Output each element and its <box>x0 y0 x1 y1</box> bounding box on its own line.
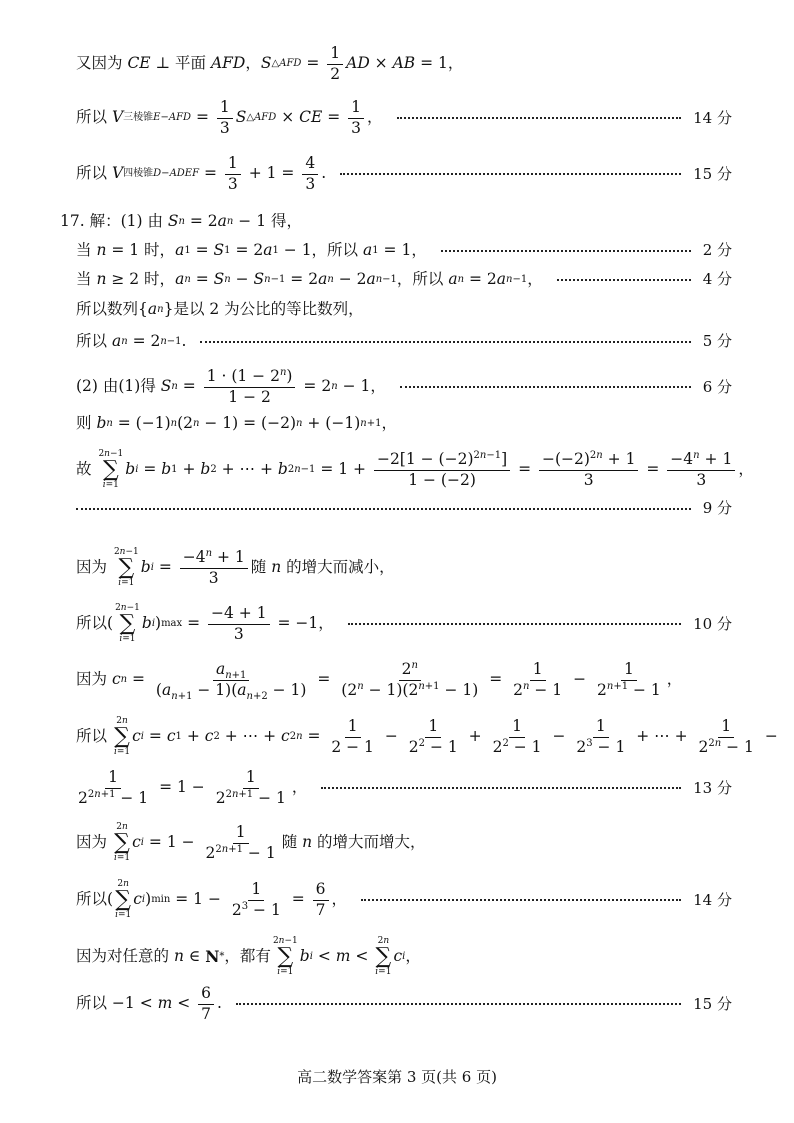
line-content: 所以数列{ a n }是以 2 为公比的等比数列， <box>76 300 364 318</box>
line-content: 所以 −1 < m < $\frac{6}{7}$ . <box>76 984 222 1023</box>
dot-leader <box>397 117 682 119</box>
line-3 <box>76 156 732 192</box>
dot-leader <box>348 623 681 625</box>
line-19 <box>76 880 732 920</box>
line-7 <box>76 302 732 318</box>
line-5 <box>76 243 732 259</box>
line-content: 因为 c n = $\frac{a_{n+1}}{(a_{n+1} - 1)(a_{n+2} - 1)}$ = $\frac{2^n}{(2^n - 1)(2^{n+1} - 1)}$ = $\frac{1}{2^n - 1}$ − $\frac{1}{2^{n+1} - 1}$ ， <box>76 659 683 702</box>
line-content: 当 n = 1 时， a 1 = S 1 = 2 a 1 − 1，所以 a 1 = 1， <box>76 241 427 259</box>
line-content: 因为 2n−1 ∑ i=1 b i = $\frac{-4^n + 1}{3}$ 随 n 的增大而减小， <box>76 547 395 588</box>
dot-leader <box>400 386 691 388</box>
dot-leader <box>321 787 681 789</box>
dot-leader <box>557 279 691 281</box>
dot-leader <box>340 173 681 175</box>
score-label: 15 分 <box>693 994 732 1013</box>
line-content: 所以 a n = 2 n−1 . <box>76 332 187 350</box>
line-8 <box>76 334 732 350</box>
score-label: 10 分 <box>693 614 732 633</box>
line-9 <box>76 366 732 406</box>
score-label: 5 分 <box>702 332 732 351</box>
line-11 <box>76 449 754 490</box>
line-content: 故 2n−1 ∑ i=1 b i = b 1 + b 2 + ⋯ + b 2n−1 = 1 + $\frac{-2[1 - (-2)^{2n-1}]}{1 - (-2)}$ = $\frac{-(-2)^{2n} + 1}{3}$ = $\frac{-4^n + 1}{3}$ ， <box>76 449 754 490</box>
line-2 <box>76 100 732 136</box>
line-content: 所以( 2n−1 ∑ i=1 b i ) max = $\frac{-4 + 1}{3}$ = −1， <box>76 603 334 644</box>
line-13 <box>76 548 732 588</box>
dot-leader <box>236 1003 681 1005</box>
line-content: 因为 2n ∑ i=1 c i = 1 − $\frac{1}{2^{2n+1} - 1}$ 随 n 的增大而增大， <box>76 822 426 863</box>
score-label: 4 分 <box>702 270 732 289</box>
line-content: 又因为 CE ⊥ 平面 AFD ， S △AFD = $\frac{1}{2}$ AD × AB = 1， <box>76 44 464 83</box>
line-14 <box>76 604 732 644</box>
score-label: 15 分 <box>693 164 732 183</box>
line-12 <box>76 501 732 516</box>
line-content: 当 n ≥ 2 时， a n = S n − S n−1 = 2 a n − 2 a n−1 ，所以 a n = 2 a n−1 ， <box>76 270 543 288</box>
score-label: 2 分 <box>702 241 732 260</box>
line-20 <box>76 937 732 977</box>
score-label: 9 分 <box>702 499 732 517</box>
line-content: 因为对任意的 n ∈ N * ，都有 2n−1 ∑ i=1 b i < m < 2n ∑ i=1 c i ， <box>76 936 421 977</box>
line-6 <box>76 272 732 288</box>
score-label: 14 分 <box>693 108 732 127</box>
line-21 <box>76 986 732 1022</box>
line-4 <box>60 214 732 230</box>
dot-leader <box>361 899 681 901</box>
line-18 <box>76 823 732 863</box>
line-15 <box>76 659 732 702</box>
page-footer: 高二数学答案第 3 页(共 6 页) <box>297 1068 497 1086</box>
line-content: (2) 由(1)得 S n = $\frac{1 \cdot (1 - 2^n)}{1 - 2}$ = 2 n − 1， <box>76 366 386 406</box>
dot-leader <box>200 341 690 343</box>
line-content: $\frac{1}{2^{2n+1} - 1}$ = 1 − $\frac{1}{2^{2n+1} - 1}$ ， <box>78 768 308 807</box>
score-label: 13 分 <box>693 778 732 797</box>
line-1 <box>76 46 732 82</box>
line-17 <box>72 770 732 806</box>
line-content: 所以( 2n ∑ i=1 c i ) min = 1 − $\frac{1}{2^3 - 1}$ = $\frac{6}{7}$ ， <box>76 879 348 920</box>
line-content: 所以 V 三棱锥E−AFD = $\frac{1}{3}$ S △AFD × CE = $\frac{1}{3}$ ， <box>76 98 383 137</box>
line-10 <box>76 416 732 432</box>
line-content: 则 b n = (−1) n (2 n − 1) = (−2) n + (−1) n+1 ， <box>76 414 397 432</box>
line-content: 所以 V 四棱锥D−ADEF = $\frac{1}{3}$ + 1 = $\frac{4}{3}$ . <box>76 154 327 193</box>
dot-leader <box>441 250 691 252</box>
score-label: 6 分 <box>702 377 732 396</box>
line-content: 所以 2n ∑ i=1 c i = c 1 + c 2 + ⋯ + c 2n = $\frac{1}{2 - 1}$ − $\frac{1}{2^2 - 1}$ + $\frac{1}{2^2 - 1}$ − $\frac{1}{2^3 - 1}$ + ⋯ + $\frac{1}{2^{2n} - 1}$ − <box>76 716 778 757</box>
line-16 <box>76 716 778 757</box>
line-content: 17. 解：(1) 由 S n = 2 a n − 1 得， <box>60 212 303 230</box>
score-label: 14 分 <box>693 890 732 909</box>
dot-leader <box>76 508 691 510</box>
